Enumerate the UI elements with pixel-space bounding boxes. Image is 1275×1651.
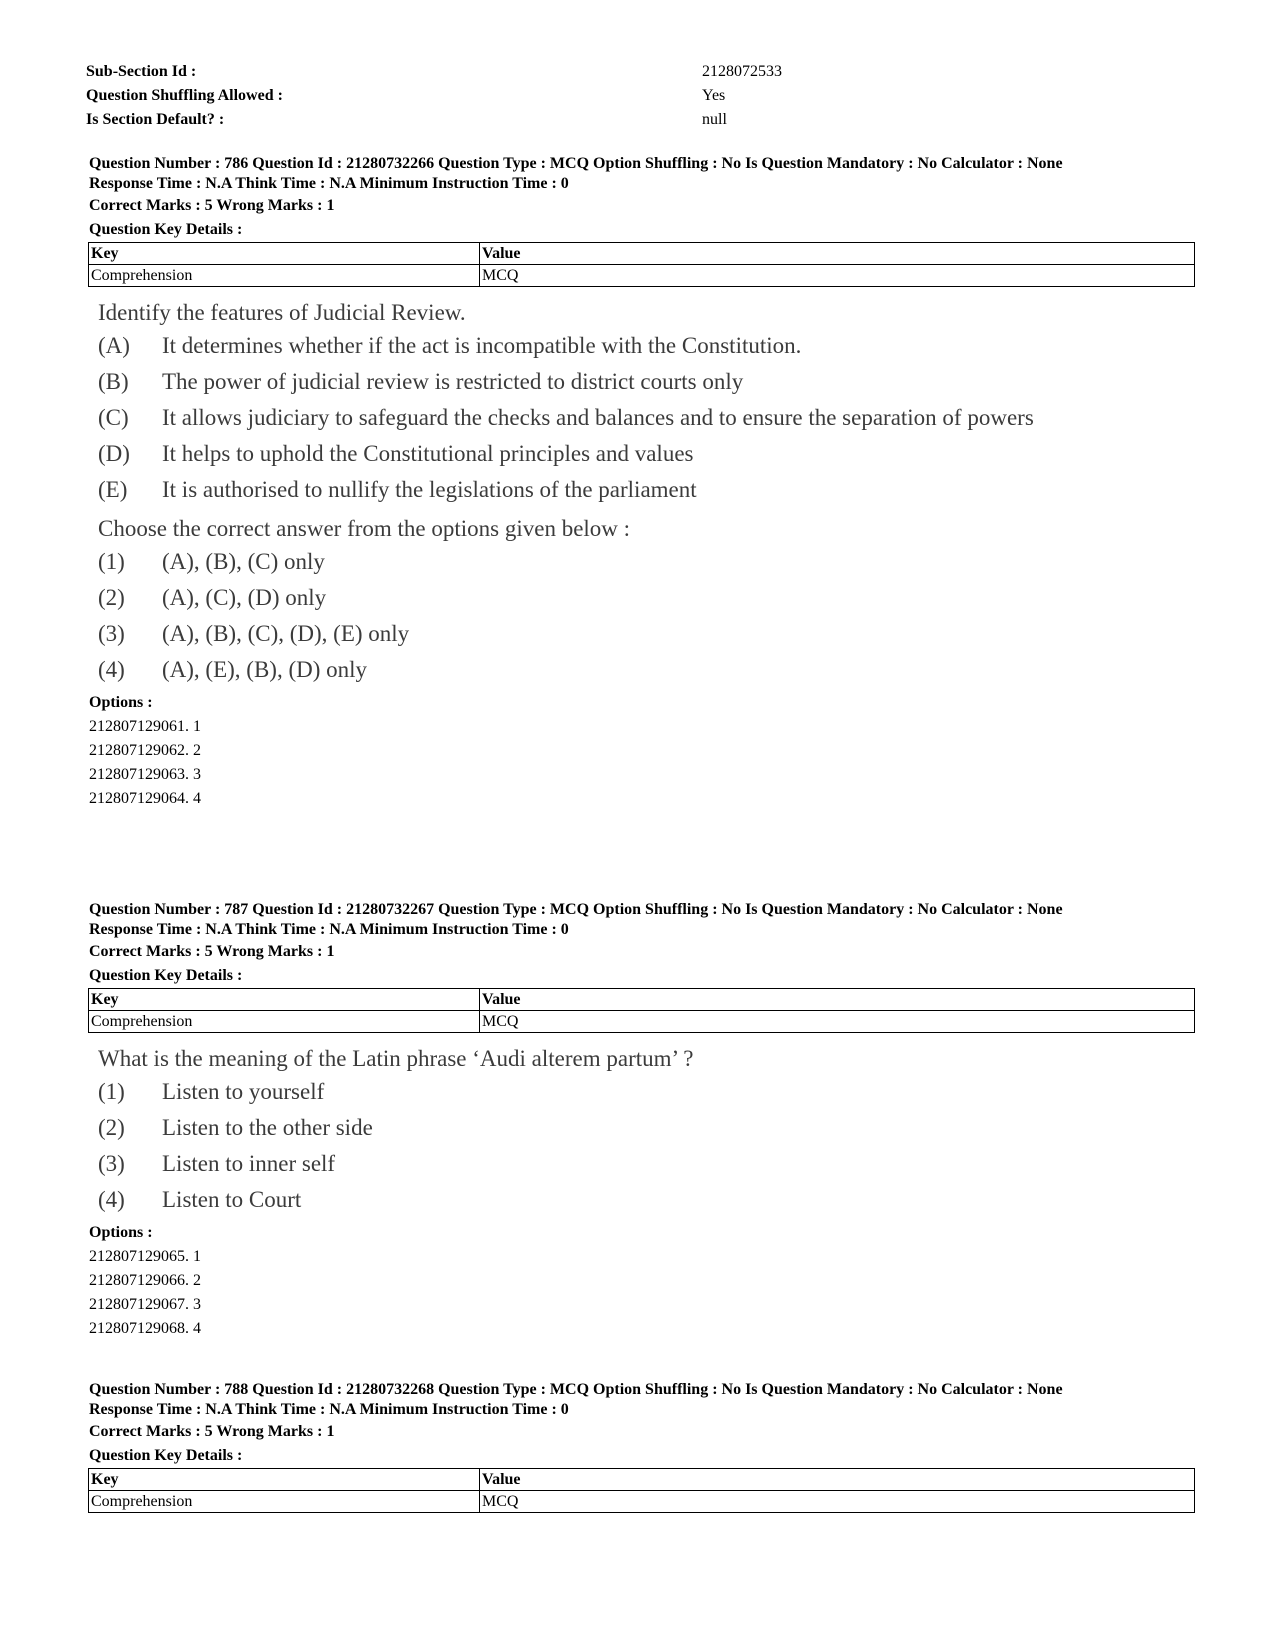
- table-header-cell: Value: [480, 243, 1195, 265]
- choice-item: [98, 583, 1189, 613]
- choice-label: (3): [98, 1151, 125, 1176]
- table-header-row: [89, 1469, 1195, 1491]
- choice-label: (1): [98, 549, 125, 574]
- option-item: 212807129066. 2: [89, 1272, 201, 1289]
- key-table: [88, 988, 1195, 1033]
- meta-row: [86, 60, 986, 84]
- choice-item: [98, 1149, 1189, 1179]
- option-item: 212807129062. 2: [89, 742, 201, 759]
- meta-key: Question Shuffling Allowed :: [86, 87, 283, 104]
- options-label: Options :: [89, 694, 153, 711]
- table-row: [89, 1491, 1195, 1513]
- question-block: [89, 154, 1189, 811]
- key-details-label: Question Key Details :: [89, 221, 243, 238]
- statement-text: It helps to uphold the Constitutional principles and values: [162, 441, 694, 466]
- statement-text: It is authorised to nullify the legislations of the parliament: [162, 477, 697, 502]
- statement-label: (C): [98, 405, 129, 430]
- table-header-cell: Key: [89, 1469, 480, 1491]
- choice-label: (2): [98, 585, 125, 610]
- choice-text: Listen to the other side: [162, 1115, 373, 1140]
- meta-row: [86, 108, 986, 132]
- statement-label: (B): [98, 369, 129, 394]
- choice-text: (A), (E), (B), (D) only: [162, 657, 368, 682]
- option-item: 212807129061. 1: [89, 718, 201, 735]
- table-cell: MCQ: [480, 1011, 1195, 1033]
- question-header: Question Number : 787 Question Id : 21280732267 Question Type : MCQ Option Shuffling : No Is Question Mandatory : No Calculator : None: [89, 901, 1063, 918]
- meta-key: Sub-Section Id :: [86, 63, 197, 80]
- key-table: [88, 242, 1195, 287]
- option-item: 212807129063. 3: [89, 766, 201, 783]
- statement-item: [98, 367, 1189, 397]
- statement-item: [98, 331, 1189, 361]
- meta-value: Yes: [702, 87, 726, 104]
- options-list: [89, 691, 1189, 811]
- choice-item: [98, 1077, 1189, 1107]
- choice-text: Listen to Court: [162, 1187, 302, 1212]
- statement-item: [98, 403, 1189, 433]
- meta-row: [86, 84, 986, 108]
- choice-label: (1): [98, 1079, 125, 1104]
- question-image-text: [98, 1041, 1189, 1215]
- option-item: 212807129065. 1: [89, 1248, 201, 1265]
- choice-text: Listen to inner self: [162, 1151, 336, 1176]
- choice-item: [98, 619, 1189, 649]
- choice-item: [98, 1185, 1189, 1215]
- option-item: 212807129067. 3: [89, 1296, 201, 1313]
- table-row: [89, 1011, 1195, 1033]
- table-header-row: [89, 989, 1195, 1011]
- question-timing: Response Time : N.A Think Time : N.A Minimum Instruction Time : 0: [89, 175, 569, 192]
- statement-item: [98, 475, 1189, 505]
- meta-value: null: [702, 111, 727, 128]
- statement-label: (D): [98, 441, 130, 466]
- options-label: Options :: [89, 1224, 153, 1241]
- table-header-cell: Key: [89, 243, 480, 265]
- key-details-label: Question Key Details :: [89, 1447, 243, 1464]
- statement-text: It determines whether if the act is incompatible with the Constitution.: [162, 333, 802, 358]
- statement-item: [98, 439, 1189, 469]
- question-timing: Response Time : N.A Think Time : N.A Minimum Instruction Time : 0: [89, 921, 569, 938]
- choice-label: (4): [98, 657, 125, 682]
- choice-label: (4): [98, 1187, 125, 1212]
- choice-item: [98, 547, 1189, 577]
- statement-text: It allows judiciary to safeguard the checks and balances and to ensure the separation of powers: [162, 405, 1034, 430]
- question-marks: Correct Marks : 5 Wrong Marks : 1: [89, 1423, 335, 1440]
- choose-instruction: Choose the correct answer from the options given below :: [98, 516, 631, 541]
- table-header-cell: Value: [480, 1469, 1195, 1491]
- choice-label: (2): [98, 1115, 125, 1140]
- table-cell: Comprehension: [89, 1011, 480, 1033]
- table-cell: MCQ: [480, 265, 1195, 287]
- choice-text: Listen to yourself: [162, 1079, 325, 1104]
- key-table: [88, 1468, 1195, 1513]
- table-row: [89, 265, 1195, 287]
- section-meta: [86, 60, 986, 132]
- table-cell: MCQ: [480, 1491, 1195, 1513]
- table-header-row: [89, 243, 1195, 265]
- question-block: [89, 900, 1189, 1341]
- choice-text: (A), (C), (D) only: [162, 585, 327, 610]
- choice-text: (A), (B), (C), (D), (E) only: [162, 621, 410, 646]
- meta-value: 2128072533: [702, 63, 782, 80]
- choice-text: (A), (B), (C) only: [162, 549, 325, 574]
- question-header: Question Number : 786 Question Id : 21280732266 Question Type : MCQ Option Shuffling : No Is Question Mandatory : No Calculator : None: [89, 155, 1063, 172]
- question-marks: Correct Marks : 5 Wrong Marks : 1: [89, 197, 335, 214]
- options-list: [89, 1221, 1189, 1341]
- question-header: Question Number : 788 Question Id : 21280732268 Question Type : MCQ Option Shuffling : No Is Question Mandatory : No Calculator : None: [89, 1381, 1063, 1398]
- statement-label: (E): [98, 477, 128, 502]
- choice-item: [98, 1113, 1189, 1143]
- question-stem: Identify the features of Judicial Review.: [98, 300, 466, 325]
- statement-text: The power of judicial review is restricted to district courts only: [162, 369, 744, 394]
- statement-label: (A): [98, 333, 130, 358]
- question-stem: What is the meaning of the Latin phrase ‘Audi alterem partum’ ?: [98, 1046, 694, 1071]
- choice-label: (3): [98, 621, 125, 646]
- choice-item: [98, 655, 1189, 685]
- question-timing: Response Time : N.A Think Time : N.A Minimum Instruction Time : 0: [89, 1401, 569, 1418]
- option-item: 212807129068. 4: [89, 1320, 201, 1337]
- question-marks: Correct Marks : 5 Wrong Marks : 1: [89, 943, 335, 960]
- question-image-text: [98, 295, 1189, 685]
- option-item: 212807129064. 4: [89, 790, 201, 807]
- meta-key: Is Section Default? :: [86, 111, 225, 128]
- table-header-cell: Value: [480, 989, 1195, 1011]
- question-block: [89, 1380, 1189, 1513]
- table-cell: Comprehension: [89, 1491, 480, 1513]
- table-header-cell: Key: [89, 989, 480, 1011]
- table-cell: Comprehension: [89, 265, 480, 287]
- key-details-label: Question Key Details :: [89, 967, 243, 984]
